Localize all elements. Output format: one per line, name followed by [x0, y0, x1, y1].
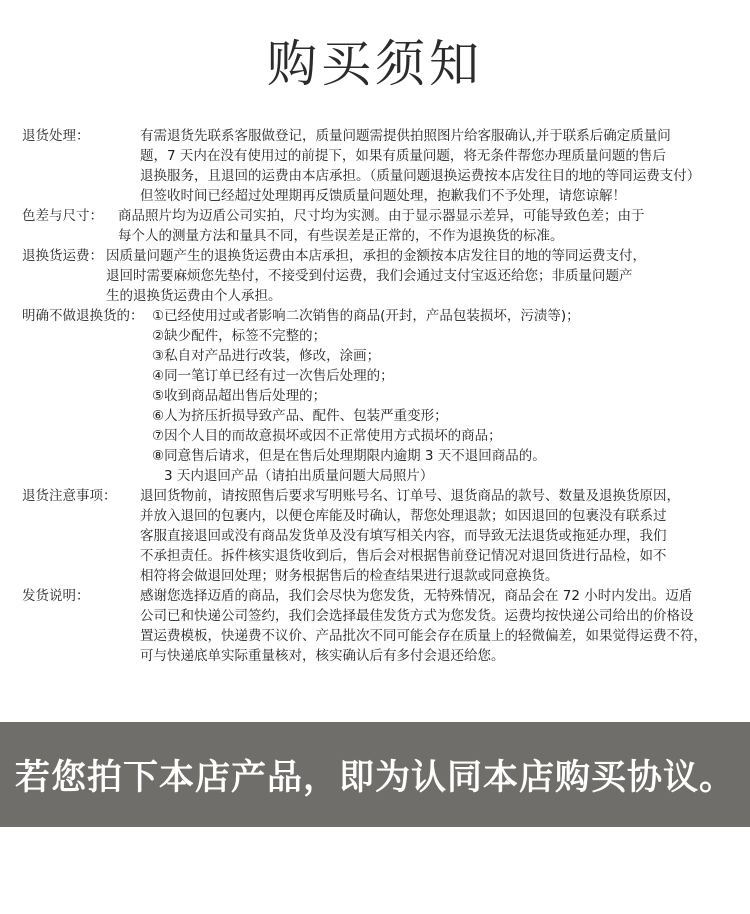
page-title: 购买须知: [267, 35, 483, 93]
section-label: 发货说明：: [22, 588, 90, 604]
text-line: 退换服务，且退回的运费由本店承担。（质量问题退换运费按本店发往目的地的等同运费支付）: [140, 168, 701, 184]
notice-content: [22, 126, 734, 666]
text-line: 公司已和快递公司签约，我们会选择最佳发货方式为您发货。运费均按快递公司给出的价格设: [140, 608, 694, 624]
text-line: 感谢您选择迈盾的商品，我们会尽快为您发货，无特殊情况，商品会在 72 小时内发出。迈盾: [140, 588, 693, 604]
section-label: 退货注意事项：: [22, 488, 117, 504]
text-line: 有需退货先联系客服做登记，质量问题需提供拍照图片给客服确认,并于联系后确定质量问: [140, 128, 671, 144]
agreement-banner: [0, 722, 750, 827]
shipping-fee-section: [22, 246, 734, 306]
text-line: 生的退换货运费由个人承担。: [106, 288, 282, 304]
section-label: 明确不做退换货的：: [22, 308, 144, 324]
section-label: 色差与尺寸：: [22, 208, 103, 224]
text-line: 因质量问题产生的退换货运费由本店承担，承担的金额按本店发往目的地的等同运费支付，: [106, 248, 646, 264]
list-item: ④同一笔订单已经有过一次售后处理的；: [152, 368, 394, 384]
text-line: 退回时需要麻烦您先垫付，不接受到付运费，我们会通过支付宝返还给您；非质量问题产: [106, 268, 633, 284]
text-line: 并放入退回的包裹内，以便仓库能及时确认，帮您处理退款；如因退回的包裹没有联系过: [140, 508, 667, 524]
list-note: 3 天内退回产品（请拍出质量问题大局照片）: [164, 468, 434, 484]
list-item: ②缺少配件，标签不完整的；: [152, 328, 327, 344]
delivery-section: [22, 586, 734, 666]
no-return-section: [22, 306, 734, 326]
section-label: 退换货运费：: [22, 248, 103, 264]
text-line: 客服直接退回或没有商品发货单及没有填写相关内容，而导致无法退货或拖延办理，我们: [140, 528, 667, 544]
list-item: ①已经使用过或者影响二次销售的商品(开封，产品包装损坏，污渍等)；: [152, 308, 580, 324]
agreement-text: 若您拍下本店产品，即为认同本店购买协议。: [14, 757, 735, 798]
no-return-list: [152, 326, 734, 486]
return-notes-section: [22, 486, 734, 586]
text-line: 题，7 天内在没有使用过的前提下，如果有质量问题，将无条件帮您办理质量问题的售后: [140, 148, 666, 164]
text-line: 但签收时间已经超过处理期再反馈质量问题处理，抱歉我们不予处理，请您谅解！: [140, 188, 626, 204]
text-line: 商品照片均为迈盾公司实拍，尺寸均为实测。由于显示器显示差异，可能导致色差；由于: [118, 208, 645, 224]
text-line: 置运费模板，快递费不议价、产品批次不同可能会存在质量上的轻微偏差，如果觉得运费不符，: [140, 628, 707, 644]
list-item: ③私自对产品进行改装，修改，涂画；: [152, 348, 381, 364]
text-line: 相符将会做退回处理；财务根据售后的检查结果进行退款或同意换货。: [140, 568, 559, 584]
text-line: 可与快递底单实际重量核对，核实确认后有多付会退还给您。: [140, 648, 505, 664]
text-line: 不承担责任。拆件核实退货收到后，售后会对根据售前登记情况对退回货进行品检，如不: [140, 548, 667, 564]
text-line: 退回货物前，请按照售后要求写明账号名、订单号、退货商品的款号、数量及退换货原因，: [140, 488, 680, 504]
text-line: 每个人的测量方法和量具不同，有些误差是正常的，不作为退换货的标准。: [118, 228, 564, 244]
list-item: ⑦因个人目的而故意损坏或因不正常使用方式损坏的商品；: [152, 428, 502, 444]
color-size-section: [22, 206, 734, 246]
return-policy-section: [22, 126, 734, 206]
list-item: ⑧同意售后请求，但是在售后处理期限内逾期 3 天不退回商品的。: [152, 448, 546, 464]
list-item: ⑤收到商品超出售后处理的；: [152, 388, 327, 404]
section-label: 退货处理：: [22, 128, 90, 144]
list-item: ⑥人为挤压折损导致产品、配件、包装严重变形；: [152, 408, 448, 424]
